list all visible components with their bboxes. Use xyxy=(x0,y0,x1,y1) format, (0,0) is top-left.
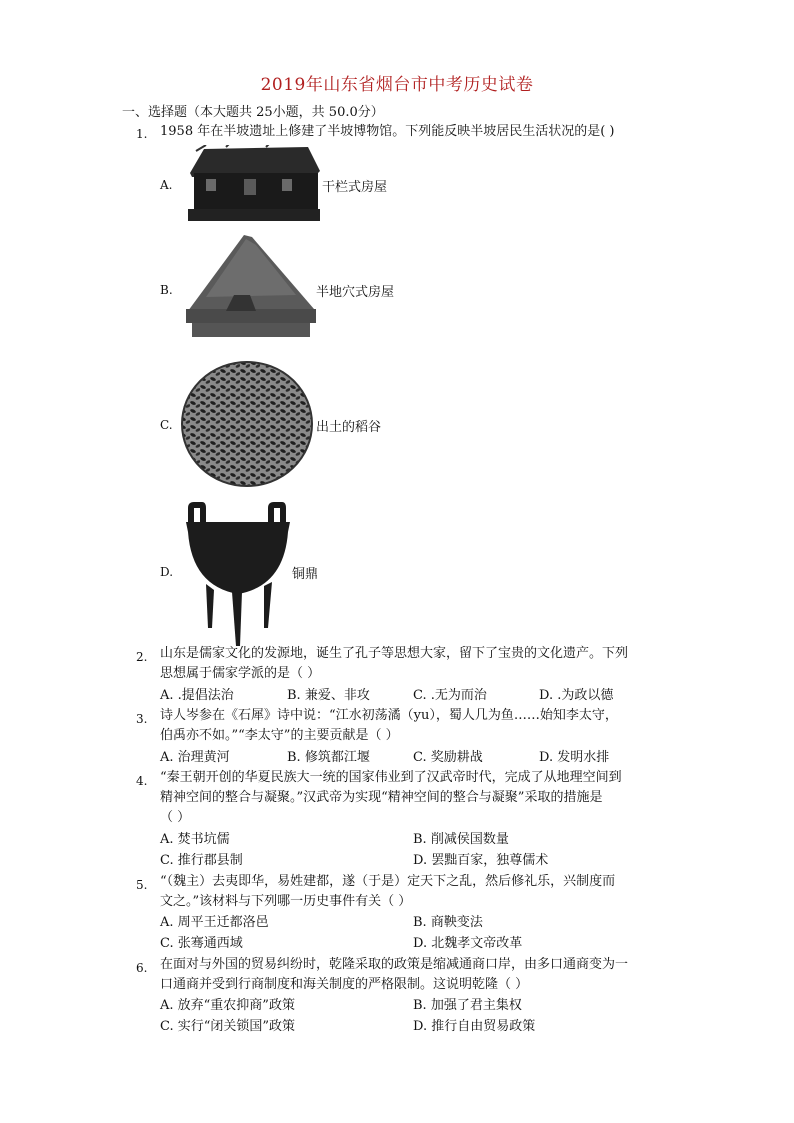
question-number: 5. xyxy=(136,878,148,892)
question-text: 伯禹亦不如。”“李太守”的主要贡献是（ ） xyxy=(160,728,399,743)
answer-option[interactable]: B. 修筑都江堰 xyxy=(287,750,370,765)
answer-option[interactable]: C. .无为而治 xyxy=(413,688,487,703)
section-heading: 一、选择题（本大题共 25小题，共 50.0分） xyxy=(122,105,384,120)
answer-option[interactable]: D. 北魏孝文帝改革 xyxy=(413,936,523,951)
question-text: “秦王朝开创的华夏民族大一统的国家伟业到了汉武帝时代，完成了从地理空间到 xyxy=(160,770,622,785)
question-text: （ ） xyxy=(160,810,191,825)
question-text: 口通商并受到行商制度和海关制度的严格限制。这说明乾隆（ ） xyxy=(160,977,529,992)
answer-option[interactable]: A. .提倡法治 xyxy=(160,688,234,703)
answer-option[interactable]: D. 罢黜百家，独尊儒术 xyxy=(413,853,549,868)
answer-option[interactable]: A. 治理黄河 xyxy=(160,750,230,765)
answer-option[interactable]: B. 兼爱、非攻 xyxy=(287,688,370,703)
option-caption: 铜鼎 xyxy=(292,567,319,582)
question-number: 3. xyxy=(136,712,148,726)
answer-option[interactable]: C. 奖励耕战 xyxy=(413,750,483,765)
answer-option[interactable]: A. 周平王迁都洛邑 xyxy=(160,915,269,930)
question-text: 精神空间的整合与凝聚。”汉武帝为实现“精神空间的整合与凝聚”采取的措施是 xyxy=(160,790,603,805)
option-letter: C. xyxy=(160,418,173,432)
question-text: 山东是儒家文化的发源地，诞生了孔子等思想大家，留下了宝贵的文化遗产。下列 xyxy=(160,646,629,661)
bronze-ding-image xyxy=(184,500,292,650)
answer-option[interactable]: A. 焚书坑儒 xyxy=(160,832,230,847)
question-number: 2. xyxy=(136,650,148,664)
answer-option[interactable]: B. 削减侯国数量 xyxy=(413,832,509,847)
answer-option[interactable]: C. 推行郡县制 xyxy=(160,853,243,868)
question-text: 诗人岑参在《石犀》诗中说：“江水初荡潏（yu），蜀人几为鱼……始知李太守， xyxy=(160,708,618,723)
option-caption: 干栏式房屋 xyxy=(322,180,388,195)
answer-option[interactable]: D. 推行自由贸易政策 xyxy=(413,1019,536,1034)
option-letter: B. xyxy=(160,283,173,297)
rice-grains-image xyxy=(180,360,314,488)
answer-option[interactable]: B. 商鞅变法 xyxy=(413,915,483,930)
stilt-house-image xyxy=(186,145,322,223)
option-letter: A. xyxy=(160,178,173,192)
semi-subterranean-house-image xyxy=(186,235,316,339)
answer-option[interactable]: B. 加强了君主集权 xyxy=(413,998,522,1013)
question-text: “（魏主）去夷即华，易姓建都，遂（于是）定天下之乱，然后修礼乐，兴制度而 xyxy=(160,874,616,889)
answer-option[interactable]: C. 实行“闭关锁国”政策 xyxy=(160,1019,296,1034)
option-caption: 出土的稻谷 xyxy=(316,420,382,435)
option-caption: 半地穴式房屋 xyxy=(316,285,395,300)
answer-option[interactable]: D. .为政以德 xyxy=(539,688,614,703)
answer-option[interactable]: C. 张骞通西域 xyxy=(160,936,243,951)
answer-option[interactable]: A. 放弃“重农抑商”政策 xyxy=(160,998,295,1013)
question-text: 文之。”该材料与下列哪一历史事件有关（ ） xyxy=(160,894,412,909)
option-letter: D. xyxy=(160,565,174,579)
question-text: 1958 年在半坡遗址上修建了半坡博物馆。下列能反映半坡居民生活状况的是( ) xyxy=(160,124,615,139)
question-text: 思想属于儒家学派的是（ ） xyxy=(160,666,321,681)
answer-option[interactable]: D. 发明水排 xyxy=(539,750,610,765)
question-number: 6. xyxy=(136,961,148,975)
page-title: 2019年山东省烟台市中考历史试卷 xyxy=(260,75,534,95)
question-number: 1. xyxy=(136,127,148,141)
question-text: 在面对与外国的贸易纠纷时，乾隆采取的政策是缩减通商口岸，由多口通商变为一 xyxy=(160,957,629,972)
question-number: 4. xyxy=(136,774,148,788)
